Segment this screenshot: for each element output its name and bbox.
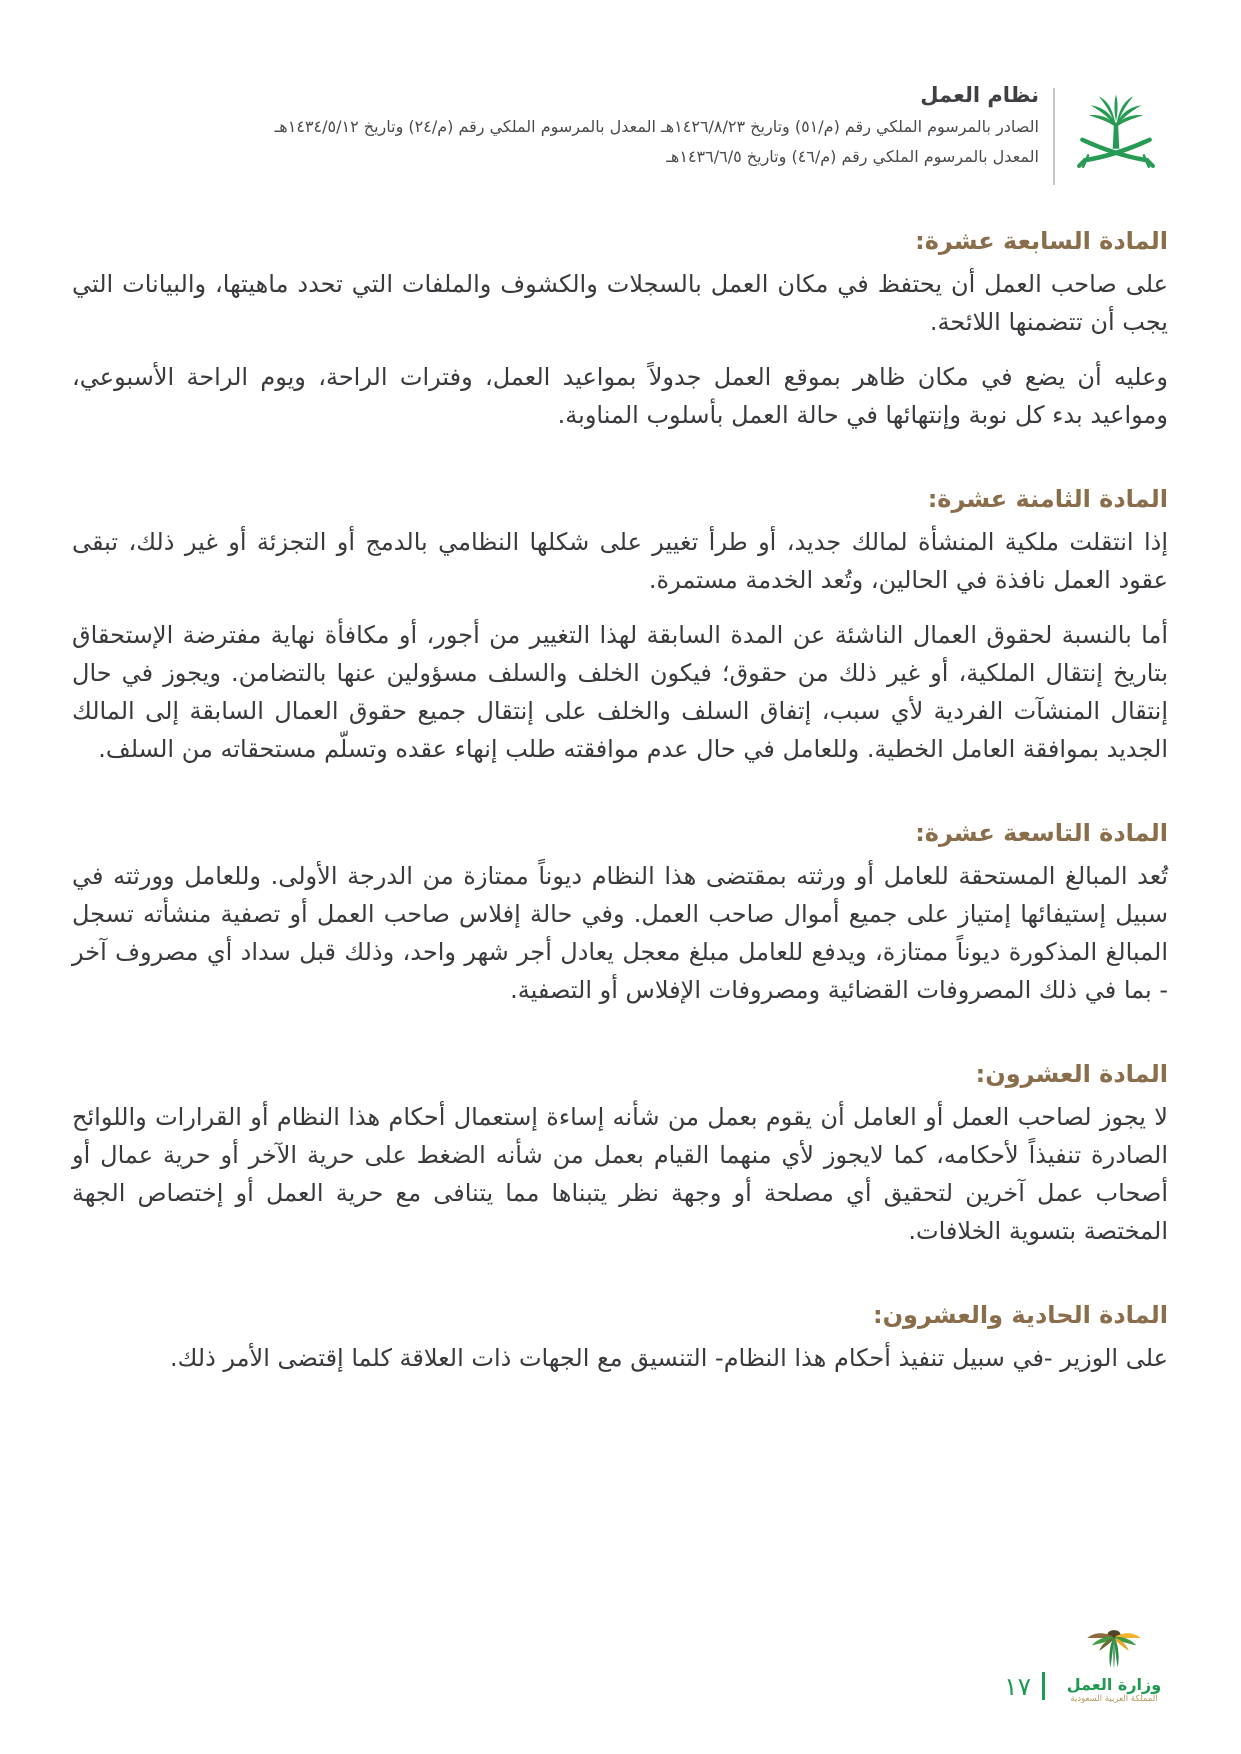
article-18-paragraph-2: أما بالنسبة لحقوق العمال الناشئة عن المدة السابقة لهذا التغيير من أجور، أو مكافأة نهاية مفترضة الإستحقاق بتاريخ إنتقال الملكية، أو غير ذلك من حقوق؛ فيكون الخلف والسلف مسؤولين عنها بالتضامن. ويجوز في حال إنتقال المنشآت الفردية لأي سبب، إتفاق السلف والخلف على إنتقال جميع حقوق العمال السابقة إلى المالك الجديد بموافقة العامل الخطية. وللعامل في حال عدم موافقته طلب إنهاء عقده وتسلّم مستحقاته من السلف. bbox=[72, 621, 1168, 763]
header-text-block bbox=[72, 80, 1039, 172]
article-19-heading: المادة التاسعة عشرة: bbox=[915, 819, 1168, 847]
document-title: نظام العمل bbox=[920, 83, 1039, 107]
header-divider bbox=[1053, 88, 1055, 185]
article-17 bbox=[72, 222, 1168, 434]
article-20-heading: المادة العشرون: bbox=[975, 1060, 1168, 1088]
article-18-heading: المادة الثامنة عشرة: bbox=[927, 485, 1168, 513]
ministry-of-labor-palm-icon bbox=[1086, 1626, 1142, 1674]
article-17-paragraph-2: وعليه أن يضع في مكان ظاهر بموقع العمل جدولاً بمواعيد العمل، وفترات الراحة، ويوم الراحة الأسبوعي، ومواعيد بدء كل نوبة وإنتهائها في حالة العمل بأسلوب المناوبة. bbox=[72, 363, 1168, 429]
article-21 bbox=[72, 1296, 1168, 1377]
article-18 bbox=[72, 480, 1168, 768]
ministry-name: وزارة العمل bbox=[1066, 1675, 1162, 1694]
article-17-paragraph-1: على صاحب العمل أن يحتفظ في مكان العمل بالسجلات والكشوف والملفات التي تحدد ماهيتها، والبيانات التي يجب أن تتضمنها اللائحة. bbox=[72, 270, 1168, 336]
article-18-paragraph-1: إذا انتقلت ملكية المنشأة لمالك جديد، أو طرأ تغيير على شكلها النظامي بالدمج أو التجزئة أو غير ذلك، تبقى عقود العمل نافذة في الحالين، وتُعد الخدمة مستمرة. bbox=[72, 528, 1168, 594]
decree-line-2: المعدل بالمرسوم الملكي رقم (م/٤٦) وتاريخ ١٤٣٦/٦/٥هـ bbox=[666, 147, 1039, 166]
article-21-paragraph-1: على الوزير -في سبيل تنفيذ أحكام هذا النظام- التنسيق مع الجهات ذات العلاقة كلما إقتضى الأمر ذلك. bbox=[169, 1344, 1168, 1372]
article-20 bbox=[72, 1055, 1168, 1250]
page-number-divider bbox=[1042, 1672, 1045, 1700]
ministry-subtitle: المملكة العربية السعودية bbox=[1070, 1694, 1158, 1704]
article-19 bbox=[72, 814, 1168, 1009]
article-20-paragraph-1: لا يجوز لصاحب العمل أو العامل أن يقوم بعمل من شأنه إساءة إستعمال أحكام هذا النظام أو القرارات واللوائح الصادرة تنفيذاً لأحكامه، كما لايجوز لأي منهما القيام بعمل من شأنه الضغط على حرية الآخر أو حرية عمال أو أصحاب عمل آخرين لتحقيق أي مصلحة أو وجهة نظر يتبناها مما يتنافى مع حرية العمل أو إختصاص الجهة المختصة بتسوية الخلافات. bbox=[72, 1103, 1168, 1245]
document-body bbox=[72, 222, 1168, 1423]
article-17-heading: المادة السابعة عشرة: bbox=[915, 227, 1168, 255]
article-21-heading: المادة الحادية والعشرون: bbox=[872, 1301, 1168, 1329]
page-number: ١٧ bbox=[1004, 1672, 1031, 1701]
saudi-palm-swords-emblem-icon bbox=[1075, 84, 1157, 184]
ministry-logo-block bbox=[1059, 1626, 1169, 1705]
article-19-paragraph-1: تُعد المبالغ المستحقة للعامل أو ورثته بمقتضى هذا النظام ديوناً ممتازة من الدرجة الأولى. وللعامل وورثته في سبيل إستيفائها إمتياز على جميع أموال صاحب العمل. وفي حالة إفلاس صاحب العمل أو تصفية منشأته تسجل المبالغ المذكورة ديوناً ممتازة، ويدفع للعامل مبلغ معجل يعادل أجر شهر واحد، وذلك قبل سداد أي مصروف آخر - بما في ذلك المصروفات القضائية ومصروفات الإفلاس أو التصفية. bbox=[72, 862, 1168, 1004]
decree-line-1: الصادر بالمرسوم الملكي رقم (م/٥١) وتاريخ ١٤٢٦/٨/٢٣هـ المعدل بالمرسوم الملكي رقم (م/٢٤) وتاريخ ١٤٣٤/٥/١٢هـ bbox=[274, 117, 1039, 136]
